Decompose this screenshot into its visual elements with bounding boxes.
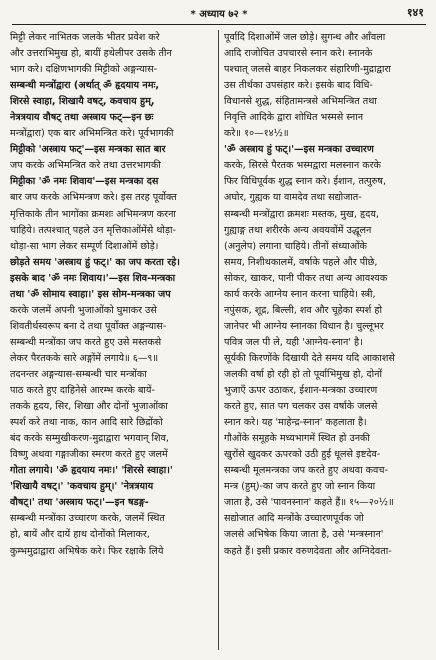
text-line: मिट्टीका 'ॐ नमः शिवाय'—इस मन्त्रका दस xyxy=(10,176,159,188)
text-line: छोड़ते समय 'अस्त्राय हुं फट्।' का जप करता रहे। xyxy=(10,256,180,268)
text-line: पूर्वादि दिशाओंमें जल छोड़े। सुगन्ध और आँवला xyxy=(224,32,386,43)
text-line: करके जलमें अपनी भुजाओंको घुमाकर उसे xyxy=(10,304,157,316)
text-line: इसके बाद 'ॐ नमः शिवाय।'—इस शिव-मन्त्रका xyxy=(10,272,176,284)
text-line: गुह्याङ्ग तथा शरीरके अन्य अवयवोंमें उद्धूलन xyxy=(224,224,372,236)
text-line: विधानसे शुद्ध, संहितामन्त्रसे अभिमन्त्रित तथा xyxy=(224,96,377,108)
text-line: मिट्टीको 'अस्त्राय फट्'—इस मन्त्रका सात बार xyxy=(10,144,166,156)
text-line: विष्णु अथवा गङ्गाजीका स्मरण करते हुए जलमें xyxy=(10,449,168,461)
text-line: निवृत्ति आदिके द्वारा शोधित भस्मसे स्नान xyxy=(224,112,364,124)
text-line: जानेपर भी आग्नेय स्नानका विधान है। चुल्लूभर xyxy=(224,320,384,332)
page-number: १४१ xyxy=(406,6,424,19)
right-text-column xyxy=(224,30,428,654)
text-line: जाता है, उसे 'पावनस्नान' कहते हैं॥ १५—२०½॥ xyxy=(224,497,394,509)
text-line: मन्त्र (हुम्)-का जप करते हुए जो स्नान किया xyxy=(224,481,376,493)
text-line: मन्त्रोंद्वारा) एक बार अभिमन्त्रित करे। पूर्वभागकी xyxy=(10,128,174,140)
text-line: (अनुलेप) लगाना चाहिये। तीनों संध्याओंके xyxy=(224,240,367,252)
text-line: सूर्यकी किरणोंके दिखायी देते समय यदि आकाशसे xyxy=(224,352,395,364)
text-line: तथा 'ॐ सोमाय स्वाहा।' इस सोम-मन्त्रका जप xyxy=(10,288,171,300)
text-line: कहते हैं। इसी प्रकार वरुणदेवता और अग्निदेवता- xyxy=(224,545,392,557)
text-line: सम्बन्धी मूलमन्त्रका जप करते हुए अथवा कवच- xyxy=(224,465,388,477)
text-line: पश्चात् जलसे बाहर निकलकर संहारिणी-मुद्राद्वारा xyxy=(224,64,391,76)
text-line: बंद करके सम्मुखीकरण-मुद्राद्वारा भगवान् शिव, xyxy=(10,433,169,445)
text-line: आदि राजोचित उपचारसे स्नान करे। स्नानके xyxy=(224,48,373,60)
text-line: फिर विधिपूर्वक शुद्ध स्नान करे। ईशान, तत्पुरुष, xyxy=(224,176,387,188)
text-line: मिट्टी लेकर नाभितक जलके भीतर प्रवेश करे xyxy=(10,32,160,43)
text-line: लेकर पैरतकके सारे अङ्गोंमें लगाये॥ ६—९॥ xyxy=(10,352,159,364)
text-line: करके, सिरसे पैरतक भस्मद्वारा मलस्नान करके xyxy=(224,160,381,172)
text-line: सोकर, खाकर, पानी पीकर तथा अन्य आवश्यक xyxy=(224,272,388,284)
text-line: गोता लगाये। 'ॐ हृदयाय नमः।' 'शिरसे स्वाहा।' xyxy=(10,465,173,477)
text-line: हो, बायें और दायें हाथ दोनोंको मिलाकर, xyxy=(10,529,150,541)
column-divider xyxy=(218,30,219,650)
page-header xyxy=(12,4,426,25)
text-line: नपुंसक, शूद्र, बिल्ली, शव और चूहेका स्पर्श हो xyxy=(224,304,382,316)
text-line: सम्बन्धी मन्त्रोंद्वारा (अर्थात् ॐ हृदयाय नमः, xyxy=(10,80,160,92)
text-line: उस तीर्थका उपसंहार करे। इसके बाद विधि- xyxy=(224,80,373,92)
text-line: शिरसे स्वाहा, शिखायै वषट्, कवचाय हुम्, xyxy=(10,96,155,108)
text-line: जप करके अभिमन्त्रित करे तथा उत्तरभागकी xyxy=(10,160,161,172)
text-line: बार जप करके अभिमन्त्रण करे। इस तरह पूर्वोक्त xyxy=(10,192,177,204)
text-line: वौषट्।' तथा 'अस्त्राय फट्।'—इन षडङ्ग- xyxy=(10,497,149,509)
text-line: समय, निशीथकालमें, वर्षाके पहले और पीछे, xyxy=(224,256,378,268)
chapter-title: * अध्याय ७२ * xyxy=(190,9,248,20)
text-line: तदनन्तर अङ्गन्यास-सम्बन्धी चार मन्त्रोंका xyxy=(10,368,147,380)
text-line: करे॥ १०—१४½॥ xyxy=(224,128,289,140)
text-line: तकके हृदय, सिर, शिखा और दोनों भुजाओंका xyxy=(10,401,168,413)
text-line: सद्योजात आदि मन्त्रोंके उच्चारणपूर्वक जो xyxy=(224,513,364,525)
text-line: अघोर, गुह्यक या वामदेव तथा सद्योजात- xyxy=(224,192,362,204)
text-line: शिवतीर्थस्वरूप बना दे तथा पूर्वोक्त अङ्गन्यास- xyxy=(10,320,167,332)
text-line: सम्बन्धी मन्त्रोंका उच्चारण करके, जलमें स्थित xyxy=(10,513,165,525)
text-line: कुम्भमुद्राद्वारा अभिषेक करे। फिर रक्षाके लिये xyxy=(10,545,164,557)
text-line: स्नान करे। यह 'माहेन्द्र-स्नान' कहलाता है। xyxy=(224,417,367,429)
left-text-column xyxy=(10,30,214,654)
text-line: और उत्तराभिमुख हो, बायीं हथेलीपर उसके तीन xyxy=(10,48,172,60)
text-line: मृत्तिकाके तीन भागोंका क्रमशः अभिमन्त्रण करना xyxy=(10,208,176,220)
text-line: नेत्रत्रयाय वौषट् तथा अस्त्राय फट्—इन छः xyxy=(10,112,154,124)
text-line: सम्बन्धी मन्त्रोंद्वारा क्रमशः मस्तक, मुख, हृदय, xyxy=(224,208,379,220)
text-line: गौओंके समूहके मध्यभागमें स्थित हो उनकी xyxy=(224,433,370,445)
text-line: भुजाएँ ऊपर उठाकर, ईशान-मन्त्रका उच्चारण xyxy=(224,385,378,397)
text-line: स्पर्श करे तथा नाक, कान आदि सारे छिद्रोंको xyxy=(10,417,163,429)
text-line: सम्बन्धी मन्त्रोंका जप करते हुए उसे मस्तकसे xyxy=(10,336,162,348)
text-line: जलकी वर्षा हो रही हो तो पूर्वाभिमुख हो, दोनों xyxy=(224,368,382,380)
text-line: पवित्र जल पी ले, यही 'आग्नेय-स्नान' है। xyxy=(224,336,363,348)
text-line: 'शिखायै वषट्।' 'कवचाय हुम्।' 'नेत्रत्रयाय xyxy=(10,481,154,493)
text-line: पाठ करते हुए दाहिनेसे आरम्भ करके बायें- xyxy=(10,385,155,397)
text-line: चाहिये। तत्पश्चात् पहले उन मृत्तिकाओंमेंसे थोड़ा- xyxy=(10,224,177,236)
text-line: 'ॐ अस्त्राय हुं फट्।'—इस मन्त्रका उच्चारण xyxy=(224,144,374,156)
text-line: कार्य करके आग्नेय स्नान करना चाहिये। स्त्री, xyxy=(224,288,376,300)
text-line: खुरोंसे खुदकर ऊपरको उठी हुई धूलसे इष्टदेव- xyxy=(224,449,381,461)
text-line: थोड़ा-सा भाग लेकर सम्पूर्ण दिशाओंमें छोड़े। xyxy=(10,240,159,252)
text-line: भाग करे। दक्षिणभागकी मिट्टीको अङ्गन्यास- xyxy=(10,64,158,76)
text-line: करते हुए, सात पग चलकर उस वर्षाके जलसे xyxy=(224,401,378,413)
text-line: जलसे अभिषेक किया जाता है, उसे 'मन्त्रस्नान' xyxy=(224,529,384,541)
